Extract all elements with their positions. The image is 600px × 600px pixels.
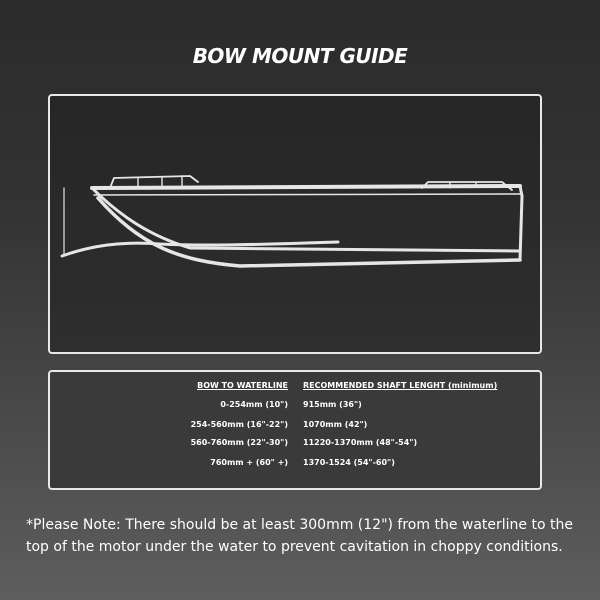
- cavitation-note: *Please Note: There should be at least 300mm (12") from the waterline to the top of the motor under the water to prevent cavitation in choppy conditions.: [26, 517, 573, 555]
- stern-line: [520, 186, 522, 260]
- deck-inner-line: [94, 194, 522, 195]
- hull-keel-line: [98, 198, 520, 266]
- page-title: BOW MOUNT GUIDE: [192, 44, 408, 68]
- cell-shaft-length: 915mm (36"): [303, 400, 362, 409]
- cell-bow-to-waterline: 560-760mm (22"-30"): [190, 438, 288, 447]
- cell-bow-to-waterline: 760mm + (60" +): [210, 458, 288, 467]
- boat-diagram-panel: [48, 94, 542, 354]
- cell-shaft-length: 1070mm (42"): [303, 420, 368, 429]
- cell-shaft-length: 11220-1370mm (48"-54"): [303, 438, 418, 447]
- table-row: [50, 458, 540, 470]
- cell-shaft-length: 1370-1524 (54"-60"): [303, 458, 395, 467]
- cell-bow-to-waterline: 254-560mm (16"-22"): [190, 420, 288, 429]
- shaft-length-table: [48, 370, 542, 490]
- gunwale-line: [92, 186, 520, 188]
- cell-bow-to-waterline: 0-254mm (10"): [220, 400, 288, 409]
- header-recommended-shaft-length: RECOMMENDED SHAFT LENGHT (minimum): [303, 381, 498, 390]
- table-row: [50, 420, 540, 432]
- boat-outline-illustration: [50, 96, 540, 352]
- header-bow-to-waterline: BOW TO WATERLINE: [197, 381, 288, 390]
- table-row: [50, 400, 540, 412]
- table-row: [50, 438, 540, 450]
